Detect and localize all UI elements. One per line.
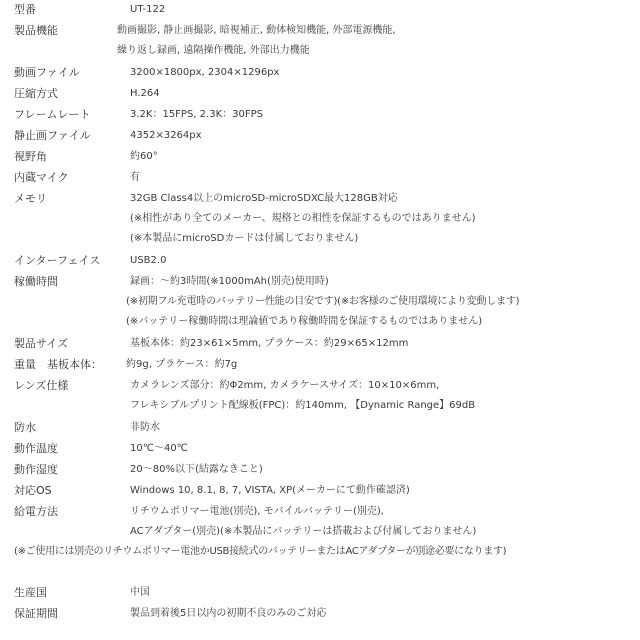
spec-label: 圧縮方式 [14,87,58,100]
spec-label: 内蔵マイク [14,171,69,184]
spec-row-temperature [0,439,640,459]
spec-row-size [0,334,640,354]
spec-note: (※相性があり全てのメーカー、規格との相性を保証するものではありません) [130,213,476,224]
spec-label: インターフェイス [14,254,101,267]
spec-row-model [0,0,640,20]
spec-value: 有 [130,172,140,183]
spec-value: 動画撮影, 静止画撮影, 暗視補正, 動体検知機能, 外部電源機能, [117,25,396,36]
footnote-row [0,542,640,562]
spec-value: ACアダプター(別売)(※本製品にバッテリーは搭載および付属しておりません) [130,526,477,537]
spec-row-runtime [0,272,640,292]
spec-row-microphone [0,168,640,188]
spec-value: 繰り返し録画, 遠隔操作機能, 外部出力機能 [117,45,310,56]
footnote: (※ご使用には別売のリチウムポリマー電池かUSB接続式のバッテリーまたはACアダプターが別途必要になります) [14,546,507,557]
spec-note: (※バッテリー稼働時間は理論値であり稼働時間を保証するものではありません) [126,316,483,327]
spec-label: 稼働時間 [14,275,58,288]
spec-value: 20～80%以下(結露なきこと) [130,464,263,475]
spec-value: 録画：～約3時間(※1000mAh(別売)使用時) [130,276,329,287]
spec-value: 10℃～40℃ [130,443,188,454]
spec-value: H.264 [130,88,160,99]
spec-label: 型番 [14,3,36,16]
spec-row-waterproof [0,418,640,438]
spec-row-warranty [0,604,640,624]
spec-note: (※初期フル充電時のバッテリー性能の目安です)(※お客様のご使用環境により変動します) [126,296,520,307]
spec-row-power-cont [0,522,640,542]
spec-row-weight [0,355,640,375]
spec-row-lens [0,376,640,396]
spec-value: 32GB Class4以上のmicroSD-microSDXC最大128GB対応 [130,193,398,204]
spec-label: 動画ファイル [14,66,80,79]
spec-row-still-file [0,126,640,146]
spec-row-lens-cont [0,396,640,416]
spec-value: 約9g, プラケース：約7g [126,359,238,370]
spec-value: 非防水 [130,422,160,433]
spec-value: UT-122 [130,4,166,15]
spec-row-interface [0,251,640,271]
spec-row-framerate [0,105,640,125]
spec-label: フレームレート [14,108,91,121]
spec-value: 3200×1800px, 2304×1296px [130,67,280,78]
spec-value: 約60° [130,151,158,162]
spec-row-origin [0,583,640,603]
spec-row-fov [0,147,640,167]
spec-label: 対応OS [14,484,52,497]
spec-value: 基板本体：約23×61×5mm, プラケース：約29×65×12mm [130,338,409,349]
spec-value: Windows 10, 8.1, 8, 7, VISTA, XP(メーカーにて動作確認済) [130,485,410,496]
spec-row-video-file [0,63,640,83]
spec-row-power [0,502,640,522]
spec-value: リチウムポリマー電池(別売), モバイルバッテリー(別売), [130,506,384,517]
spec-row-features [0,21,640,41]
spec-label: 給電方法 [14,505,58,518]
spec-value: 3.2K：15FPS, 2.3K：30FPS [130,109,263,120]
spec-label: 生産国 [14,586,47,599]
spec-row-memory [0,189,640,209]
spec-row-memory-note [0,229,640,249]
spec-value: カメラレンズ部分：約Φ2mm, カメラケースサイズ：10×10×6mm, [130,380,440,391]
spec-label: 静止画ファイル [14,129,91,142]
spec-label: 動作湿度 [14,463,58,476]
spec-label: レンズ仕様 [14,379,69,392]
spec-row-runtime-note [0,312,640,332]
spec-label: 製品サイズ [14,337,69,350]
spec-row-humidity [0,460,640,480]
spec-note: (※本製品にmicroSDカードは付属しておりません) [130,233,359,244]
spec-label: 製品機能 [14,24,58,37]
spec-row-features-cont [0,41,640,61]
spec-value: 製品到着後5日以内の初期不良のみのご対応 [130,608,327,619]
spec-label: 視野角 [14,150,47,163]
spec-value: USB2.0 [130,255,167,266]
spec-label: メモリ [14,192,47,205]
spec-row-runtime-note [0,292,640,312]
spec-row-compression [0,84,640,104]
spec-label: 防水 [14,421,36,434]
spec-value: フレキシブルプリント配線板(FPC)：約140mm, 【Dynamic Range】69dB [130,400,476,411]
spec-row-memory-note [0,209,640,229]
spec-value: 4352×3264px [130,130,202,141]
spec-row-os [0,481,640,501]
spec-label: 動作温度 [14,442,58,455]
spec-label: 保証期間 [14,607,58,620]
spec-label: 重量 基板本体： [14,358,102,371]
spec-value: 中国 [130,587,150,598]
